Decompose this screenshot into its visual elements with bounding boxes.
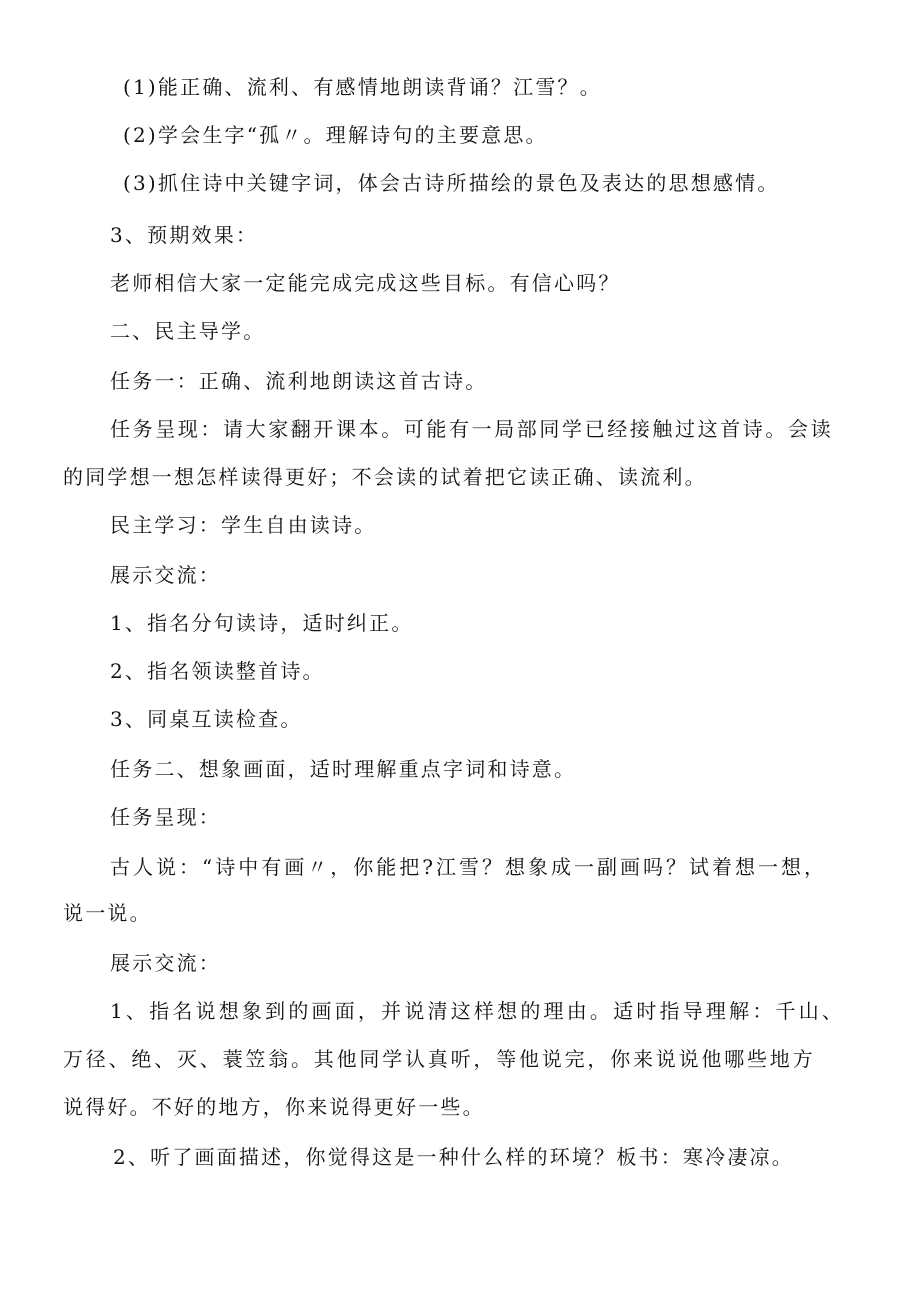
democratic-learning: 民主学习：学生自由读诗。 [110,513,377,537]
task-one-presentation: 任务呈现：请大家翻开课本。可能有一局部同学已经接触过这首诗。会读 [110,417,834,441]
section-heading: 二、民主导学。 [110,319,266,343]
list-item: 2、指名领读整首诗。 [110,659,325,683]
list-item: 2、听了画面描述，你觉得这是一种什么样的环境？板书：寒冷凄凉。 [113,1145,794,1169]
paragraph-line: 说一说。 [63,901,152,925]
show-exchange-heading: 展示交流： [110,563,221,587]
task-two-presentation: 任务呈现： [110,805,221,829]
task-one-heading: 任务一：正确、流利地朗读这首古诗。 [110,369,488,393]
expected-effect-heading: 3、预期效果： [110,223,259,247]
teacher-statement: 老师相信大家一定能完成完成这些目标。有信心吗？ [110,271,621,295]
list-item: 1、指名分句读诗，适时纠正。 [110,611,414,635]
paragraph-line: 古人说：“诗中有画〃，你能把?江雪？想象成一副画吗？试着想一想， [110,855,827,879]
objective-2: (2)学会生字“孤〃。理解诗句的主要意思。 [123,123,548,147]
list-item: 1、指名说想象到的画面，并说清这样想的理由。适时指导理解：千山、 [110,999,846,1023]
task-one-presentation-cont: 的同学想一想怎样读得更好；不会读的试着把它读正确、读流利。 [63,465,707,489]
list-item-cont: 万径、绝、灭、蓑笠翁。其他同学认真听，等他说完，你来说说他哪些地方 [63,1047,816,1071]
objective-3: (3)抓住诗中关键字词，体会古诗所描绘的景色及表达的思想感情。 [123,171,780,195]
objective-1: (1)能正确、流利、有感情地朗读背诵？江雪？。 [123,75,602,99]
list-item: 3、同桌互读检查。 [110,707,303,731]
show-exchange-heading: 展示交流： [110,951,221,975]
task-two-heading: 任务二、想象画面，适时理解重点字词和诗意。 [110,757,577,781]
list-item-cont: 说得好。不好的地方，你来说得更好一些。 [63,1095,485,1119]
